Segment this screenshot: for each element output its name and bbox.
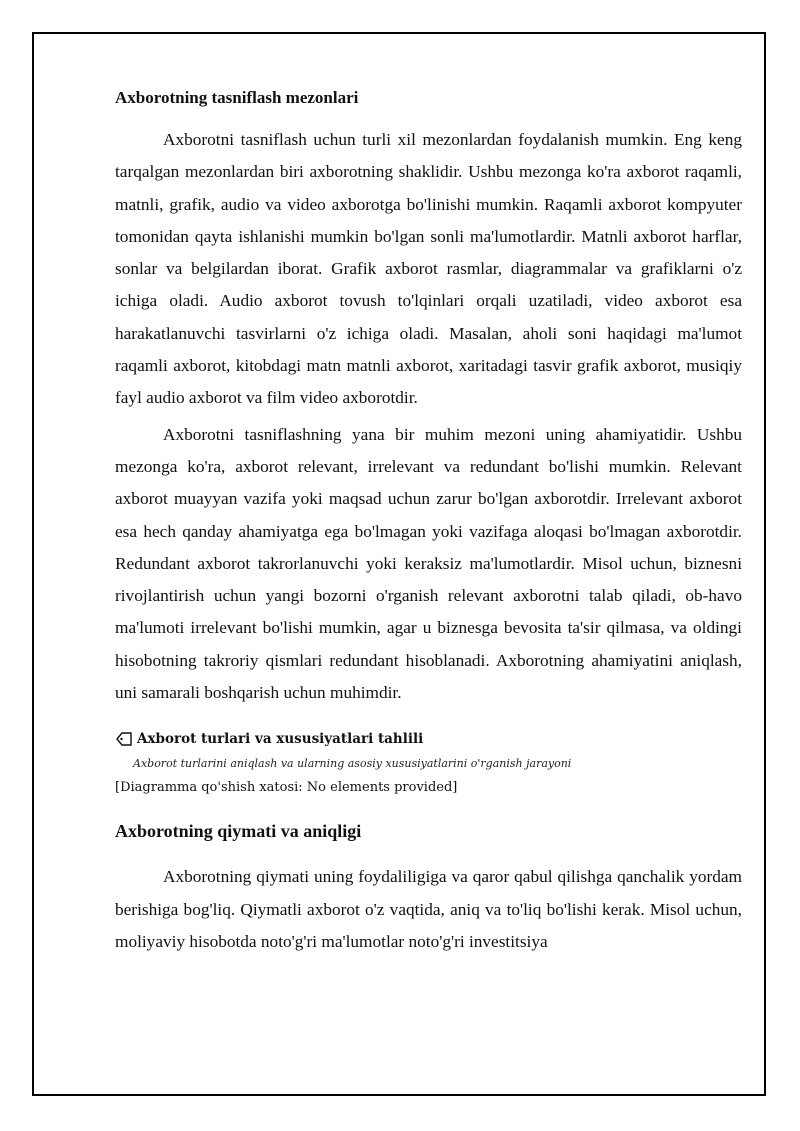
diagram-title [115,731,742,747]
paragraph: Axborotning qiymati uning foydaliligiga va qaror qabul qilishga qanchalik yordam berishiga bog'liq. Qiymatli axborot o'z vaqtida, aniq va to'liq bo'lishi kerak. Misol uchun, moliyaviy hisobotda noto'g'ri ma'lumotlar noto'g'ri investitsiya [115,867,742,951]
diagram-caption: Axborot turlarini aniqlash va ularning asosiy xususiyatlarini o'rganish jarayoni [133,757,572,771]
paragraph: Axborotni tasniflash uchun turli xil mezonlardan foydalanish mumkin. Eng keng tarqalgan mezonlardan biri axborotning shaklidir. Ushbu mezonga ko'ra axborot raqamli, matnli, grafik, audio va video axborotga bo'linishi mumkin. Raqamli axborot kompyuter tomonidan qayta ishlanishi mumkin bo'lgan sonli ma'lumotlardir. Matnli axborot harflar, sonlar va belgilardan iborat. Grafik axborot rasmlar, diagrammalar va grafiklarni o'z ichiga oladi. Audio axborot tovush to'lqinlari orqali uzatiladi, video axborot esa harakatlanuvchi tasvirlarni o'z ichiga oladi. Masalan, aholi soni haqidagi ma'lumot raqamli axborot, kitobdagi matn matnli axborot, xaritadagi tasvir grafik axborot, musiqiy fayl audio axborot va film video axborotdir. [115,130,742,408]
section-heading-value: Axborotning qiymati va aniqligi [115,821,362,842]
paragraph: Axborotni tasniflashning yana bir muhim mezoni uning ahamiyatidir. Ushbu mezonga ko'ra, axborot relevant, irrelevant va redundant bo'lishi mumkin. Relevant axborot muayyan vazifa yoki maqsad uchun zarur bo'lgan axborotdir. Irrelevant axborot esa hech qanday ahamiyatga ega bo'lmagan yoki vazifaga aloqasi bo'lmagan axborotdir. Redundant axborot takrorlanuvchi yoki keraksiz ma'lumotlardir. Misol uchun, biznesni rivojlantirish uchun yangi bozorni o'rganish relevant axborotni talab qiladi, ob-havo ma'lumoti irrelevant bo'lishi mumkin, agar u biznesga bevosita ta'sir qilmasa, va oldingi hisobotning takroriy qismlari redundant hisoblanadi. Axborotning ahamiyatini aniqlash, uni samarali boshqarish uchun muhimdir. [115,424,742,703]
diagram-error-message: [Diagramma qo'shish xatosi: No elements provided] [115,780,458,796]
document-body [115,84,742,962]
diagram-title-text: Axborot turlari va xususiyatlari tahlili [137,731,424,748]
tag-icon [115,731,133,747]
section-heading-classification: Axborotning tasniflash mezonlari [115,88,359,107]
